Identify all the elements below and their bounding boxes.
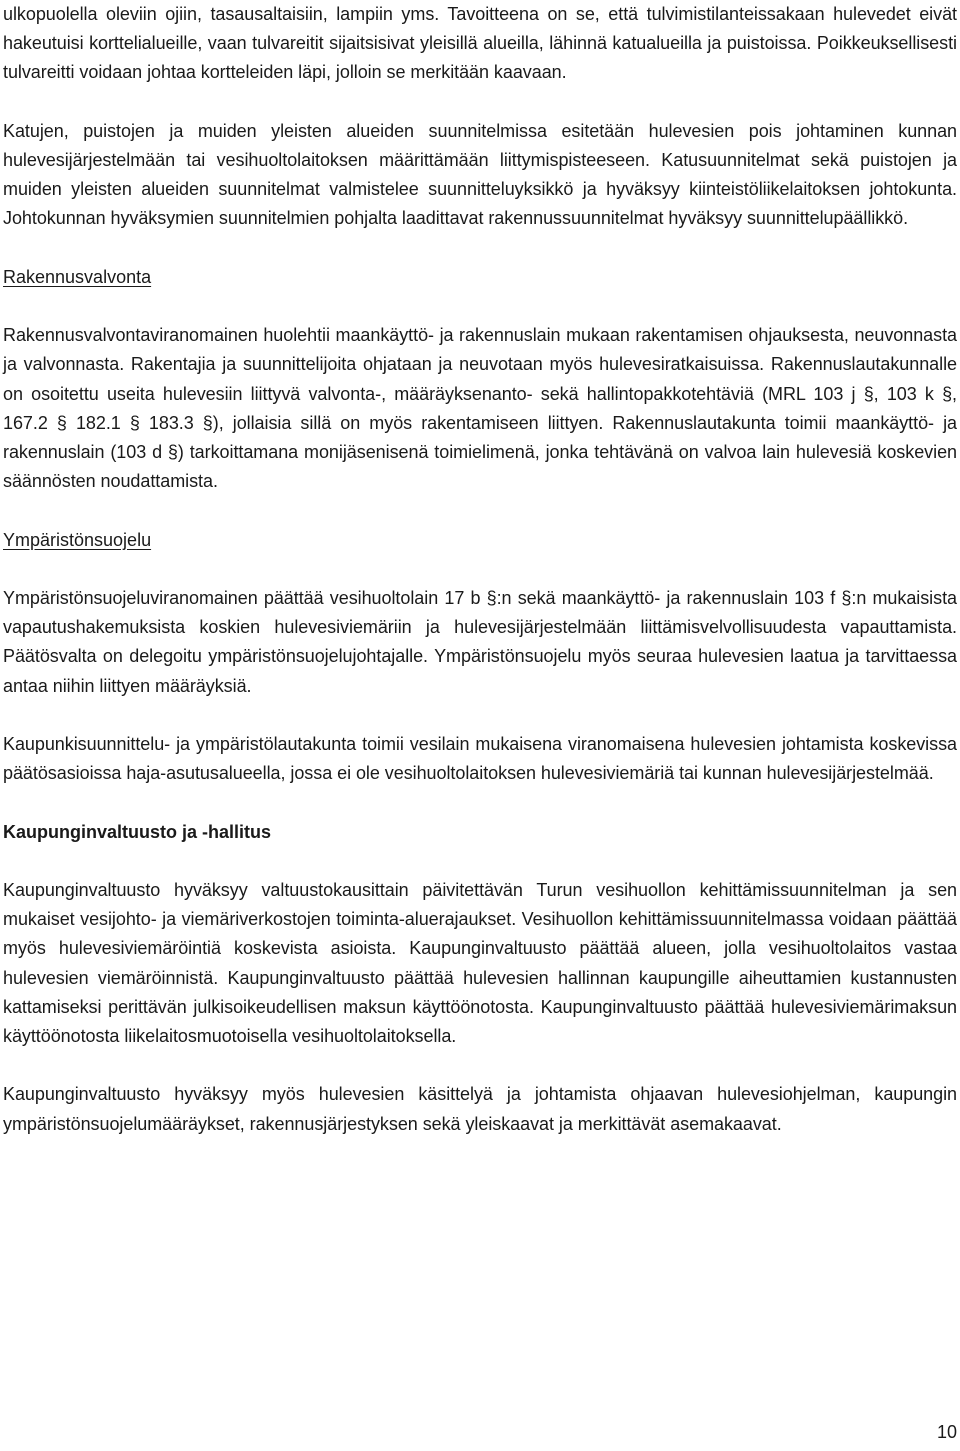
paragraph-street-plans: Katujen, puistojen ja muiden yleisten alueiden suunnitelmissa esitetään hulevesien pois johtaminen kunnan hulevesijärjestelmään tai vesihuoltolaitoksen määrittämään liittymispisteeseen. Katusuunnitelmat sekä puistojen ja muiden yleisten alueiden suunnitelmat valmistelee suunnitteluyksikkö ja hyväksyy kiinteistöliikelaitoksen johtokunta. Johtokunnan hyväksymien suunnitelmien pohjalta laadittavat rakennussuunnitelmat hyväksyy suunnittelupäällikkö. bbox=[3, 120, 957, 229]
paragraph-city-planning: Kaupunkisuunnittelu- ja ympäristölautakunta toimii vesilain mukaisena viranomaisena hulevesien johtamista koskevissa päätösasioissa haja-asutusalueella, jossa ei ole vesihuoltolaitoksen hulevesiviemäriä tai kunnan hulevesijärjestelmää. bbox=[3, 733, 957, 784]
paragraph-council-development: Kaupunginvaltuusto hyväksyy valtuustokausittain päivitettävän Turun vesihuollon kehittämissuunnitelman ja sen mukaiset vesijohto- ja viemäriverkostojen toiminta-aluerajaukset. Vesihuollon kehittämissuunnitelmassa voidaan päättää myös hulevesiviemäröintiä koskevista asioista. Kaupunginvaltuusto päättää alueen, jolla vesihuoltolaitos vastaa hulevesien viemäröinnistä. Kaupunginvaltuusto päättää hulevesien hallinnan kaupungille aiheuttamien kustannusten kattamiseksi perittävän julkisoikeudellisen maksun käyttöönotosta. Kaupunginvaltuusto päättää hulevesiviemärimaksun käyttöönotosta liikelaitosmuotoisella vesihuoltolaitoksella. bbox=[3, 879, 957, 1046]
page-number: 10 bbox=[936, 1422, 957, 1442]
paragraph-council-program: Kaupunginvaltuusto hyväksyy myös hulevesien käsittelyä ja johtamista ohjaavan hulevesiohjelman, kaupungin ympäristönsuojelumääräykset, rakennusjärjestyksen sekä yleiskaavat ja merkittävät asemakaavat. bbox=[3, 1084, 957, 1134]
heading-council: Kaupunginvaltuusto ja -hallitus bbox=[3, 821, 272, 842]
paragraph-flood-routes: ulkopuolella oleviin ojiin, tasausaltaisiin, lampiin yms. Tavoitteena on se, että tulvimistilanteissakaan hulevedet eivät hakeutuisi korttelialueille, vaan tulvareitit sijaitsisivat yleisillä alueilla, lähinnä katualueilla ja puistoissa. Poikkeuksellisesti tulvareitti voidaan johtaa kortteleiden läpi, jolloin se merkitään kaavaan. bbox=[3, 4, 957, 83]
heading-building-control: Rakennusvalvonta bbox=[3, 266, 152, 287]
paragraph-building-control: Rakennusvalvontaviranomainen huolehtii maankäyttö- ja rakennuslain mukaan rakentamisen ohjauksesta, neuvonnasta ja valvonnasta. Rakentajia ja suunnittelijoita ohjataan ja neuvotaan myös hulevesiratkaisuissa. Rakennuslautakunnalle on osoitettu useita hulevesiin liittyvä valvonta-, määräyksenanto- sekä hallintopakkotehtäviä (MRL 103 j §, 103 k §, 167.2 § 182.1 § 183.3 §), jollaisia sillä on myös rakentamiseen liittyen. Rakennuslautakunta toimii maankäyttö- ja rakennuslain (103 d §) tarkoittamana monijäsenisenä toimielimenä, jonka tehtävänä on valvoa lain hulevesiä koskevien säännösten noudattamista. bbox=[3, 325, 957, 492]
paragraph-environment: Ympäristönsuojeluviranomainen päättää vesihuoltolain 17 b §:n sekä maankäyttö- ja rakennuslain 103 f §:n mukaisista vapautushakemuksista koskien hulevesiviemäriin ja hulevesijärjestelmään liittämisvelvollisuudesta vapauttamista. Päätösvalta on delegoitu ympäristönsuojelujohtajalle. Ympäristönsuojelu myös seuraa hulevesien laatua ja tarvittaessa antaa niihin liittyen määräyksiä. bbox=[3, 587, 957, 696]
heading-environment: Ympäristönsuojelu bbox=[3, 529, 152, 550]
document-page bbox=[3, 0, 957, 1139]
